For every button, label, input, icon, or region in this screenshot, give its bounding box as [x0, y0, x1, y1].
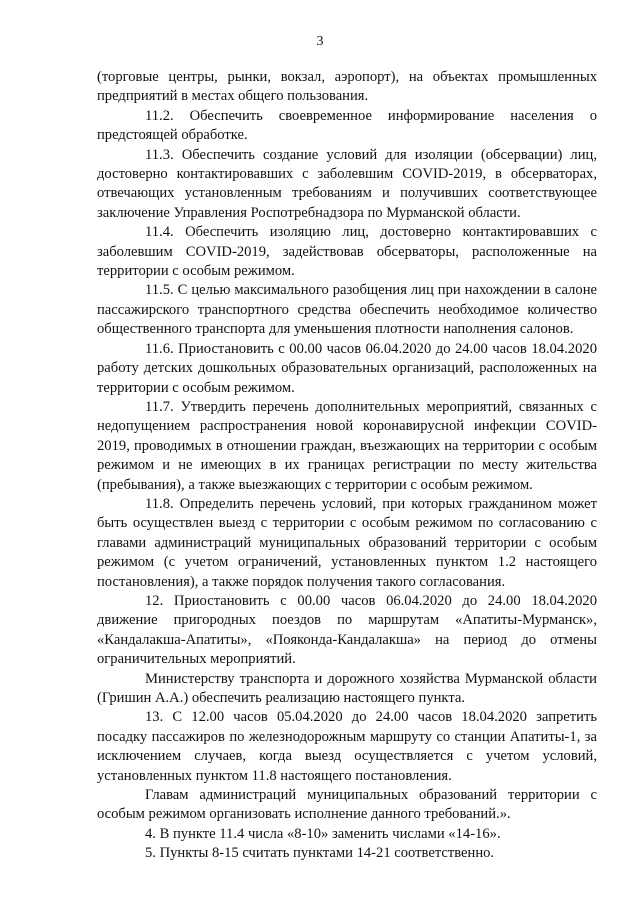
paragraph-ministry: Министерству транспорта и дорожного хозяйства Мурманской области (Гришин А.А.) обеспечить реализацию настоящего пункта. — [97, 670, 597, 706]
paragraph-continuation: (торговые центры, рынки, вокзал, аэропорт), на объектах промышленных предприятий в местах общего пользования. — [97, 69, 597, 105]
document-body — [97, 68, 597, 864]
paragraph-11-2: 11.2. Обеспечить своевременное информирование населения о предстоящей обработке. — [97, 107, 597, 144]
paragraph-11-6: 11.6. Приостановить с 00.00 часов 06.04.2020 до 24.00 часов 18.04.2020 работу детских дошкольных образовательных организаций, расположенных на территории с особым режимом. — [97, 340, 597, 396]
paragraph-11-5: 11.5. С целью максимального разобщения лиц при нахождении в салоне пассажирского транспортного средства обеспечить необходимое количество общественного транспорта для уменьшения плотности наполнения салонов. — [97, 282, 597, 338]
paragraph-4: 4. В пункте 11.4 числа «8-10» заменить числами «14-16». — [145, 825, 501, 842]
paragraph-5: 5. Пункты 8-15 считать пунктами 14-21 соответственно. — [145, 845, 495, 862]
paragraph-11-4: 11.4. Обеспечить изоляцию лиц, достоверно контактировавших с заболевшим COVID-2019, задействовав обсерваторы, расположенные на территории с особым режимом. — [97, 224, 597, 280]
paragraph-12: 12. Приостановить с 00.00 часов 06.04.2020 до 24.00 18.04.2020 движение пригородных поездов по маршрутам «Апатиты-Мурманск», «Кандалакша-Апатиты», «Пояконда-Кандалакша» на период до отмены ограничительных мероприятий. — [97, 592, 597, 668]
paragraph-11-3: 11.3. Обеспечить создание условий для изоляции (обсервации) лиц, достоверно контактировавших с заболевшим COVID-2019, в обсерваторах, отвечающих установленным требованиям и получивших соответствующее заключение Управления Роспотребнадзора по Мурманской области. — [97, 146, 597, 221]
page-number: 3 — [316, 34, 324, 49]
paragraph-11-7: 11.7. Утвердить перечень дополнительных мероприятий, связанных с недопущением распространения новой коронавирусной инфекции COVID-2019, проводимых в отношении граждан, въезжающих на территории с особым режимом и не имеющих в их границах регистрации по месту жительства (пребывания), а также выезжающих с территории с особым режимом. — [97, 398, 597, 493]
paragraph-11-8: 11.8. Определить перечень условий, при которых гражданином может быть осуществлен выезд с территории с особым режимом по согласованию с главами администраций муниципальных образований территории с особым режимом (с учетом ограничений, установленных пунктом 1.2 настоящего постановления), а также порядок получения такого согласования. — [97, 495, 597, 590]
paragraph-13: 13. С 12.00 часов 05.04.2020 до 24.00 часов 18.04.2020 запретить посадку пассажиров по железнодорожным маршруту со станции Апатиты-1, за исключением случаев, когда выезд осуществляется с учетом условий, установленных пунктом 11.8 настоящего постановления. — [97, 709, 597, 784]
paragraph-heads: Главам администраций муниципальных образований территории с особым режимом организовать исполнение данного требований.». — [97, 787, 597, 823]
